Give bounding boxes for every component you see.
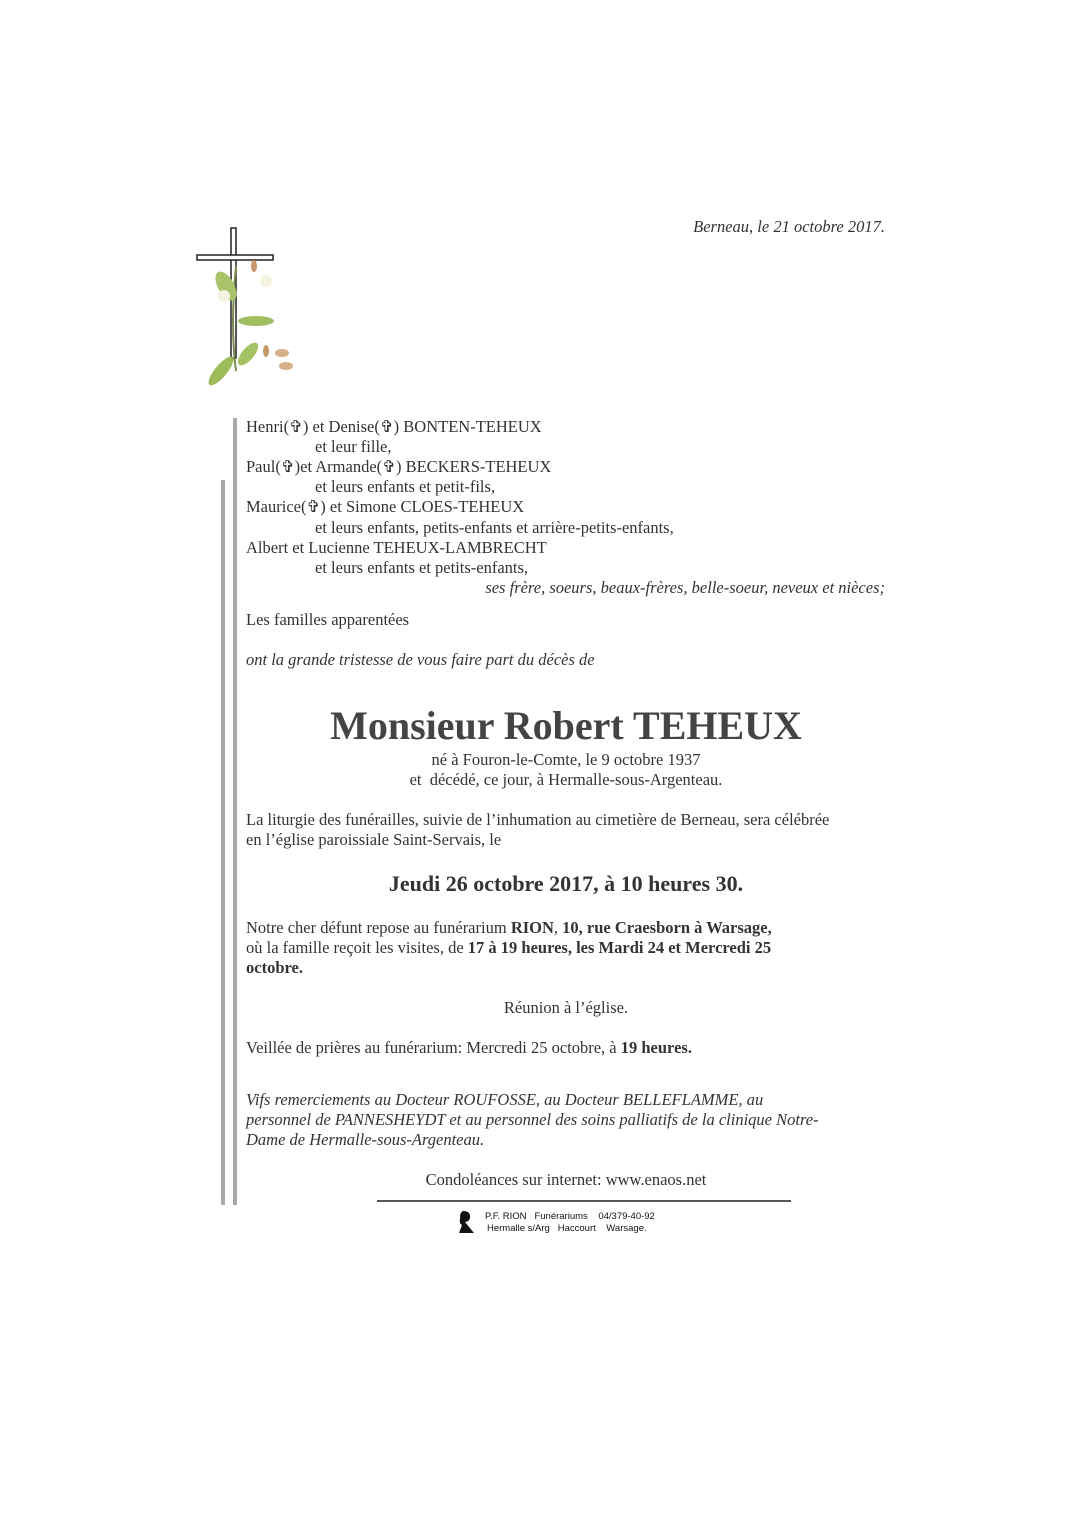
family-sub: et leur fille, — [315, 437, 392, 456]
family-sub: et leurs enfants, petits-enfants et arrière-petits-enfants, — [315, 518, 674, 537]
siblings: ses frère, soeurs, beaux-frères, belle-soeur, neveux et nièces; — [485, 578, 885, 597]
cross-flower-icon — [196, 226, 296, 391]
rest-info: octobre. — [246, 958, 303, 977]
thanks-text: Dame de Hermalle-sous-Argenteau. — [246, 1130, 485, 1149]
liturgy-text: La liturgie des funérailles, suivie de l’inhumation au cimetière de Berneau, sera célébrée — [246, 810, 830, 829]
ceremony-date: Jeudi 26 octobre 2017, à 10 heures 30. — [388, 871, 744, 896]
meeting-info: Réunion à l’église. — [503, 998, 629, 1017]
related-families: Les familles apparentées — [246, 610, 410, 629]
date-line: Berneau, le 21 octobre 2017. — [693, 217, 885, 236]
border-bar-right — [233, 418, 237, 1205]
family-name: Henri(✞) et Denise(✞) BONTEN-TEHEUX — [246, 417, 542, 436]
vigil-info: Veillée de prières au funérarium: Mercredi 25 octobre, à 19 heures. — [246, 1038, 692, 1057]
rest-info: où la famille reçoit les visites, de 17 à 19 heures, les Mardi 24 et Mercredi 25 — [246, 938, 772, 957]
family-sub: et leurs enfants et petits-enfants, — [315, 558, 529, 577]
border-bar-left — [221, 480, 225, 1205]
announcement-intro: ont la grande tristesse de vous faire part du décès de — [246, 650, 595, 669]
liturgy-text: en l’église paroissiale Saint-Servais, le — [246, 830, 502, 849]
footer-line: Hermalle s/Arg Haccourt Warsage. — [487, 1223, 647, 1234]
thanks-text: personnel de PANNESHEYDT et au personnel des soins palliatifs de la clinique Notre- — [246, 1110, 819, 1129]
footer-divider — [377, 1200, 791, 1202]
family-name: Albert et Lucienne TEHEUX-LAMBRECHT — [246, 538, 547, 557]
family-sub: et leurs enfants et petit-fils, — [315, 477, 496, 496]
condolences-link[interactable]: Condoléances sur internet: www.enaos.net — [425, 1170, 707, 1189]
rest-info: Notre cher défunt repose au funérarium RION, 10, rue Craesborn à Warsage, — [246, 918, 772, 937]
deceased-name: Monsieur Robert TEHEUX — [330, 703, 802, 748]
family-name: Maurice(✞) et Simone CLOES-TEHEUX — [246, 497, 525, 516]
footer-line: P.F. RION Funérariums 04/379-40-92 — [485, 1211, 655, 1222]
death-info: et décédé, ce jour, à Hermalle-sous-Argenteau. — [409, 770, 723, 789]
birth-info: né à Fouron-le-Comte, le 9 octobre 1937 — [431, 750, 701, 769]
thanks-text: Vifs remerciements au Docteur ROUFOSSE, au Docteur BELLEFLAMME, au — [246, 1090, 764, 1109]
funeral-home-logo-icon — [458, 1210, 476, 1234]
family-name: Paul(✞)et Armande(✞) BECKERS-TEHEUX — [246, 457, 552, 476]
